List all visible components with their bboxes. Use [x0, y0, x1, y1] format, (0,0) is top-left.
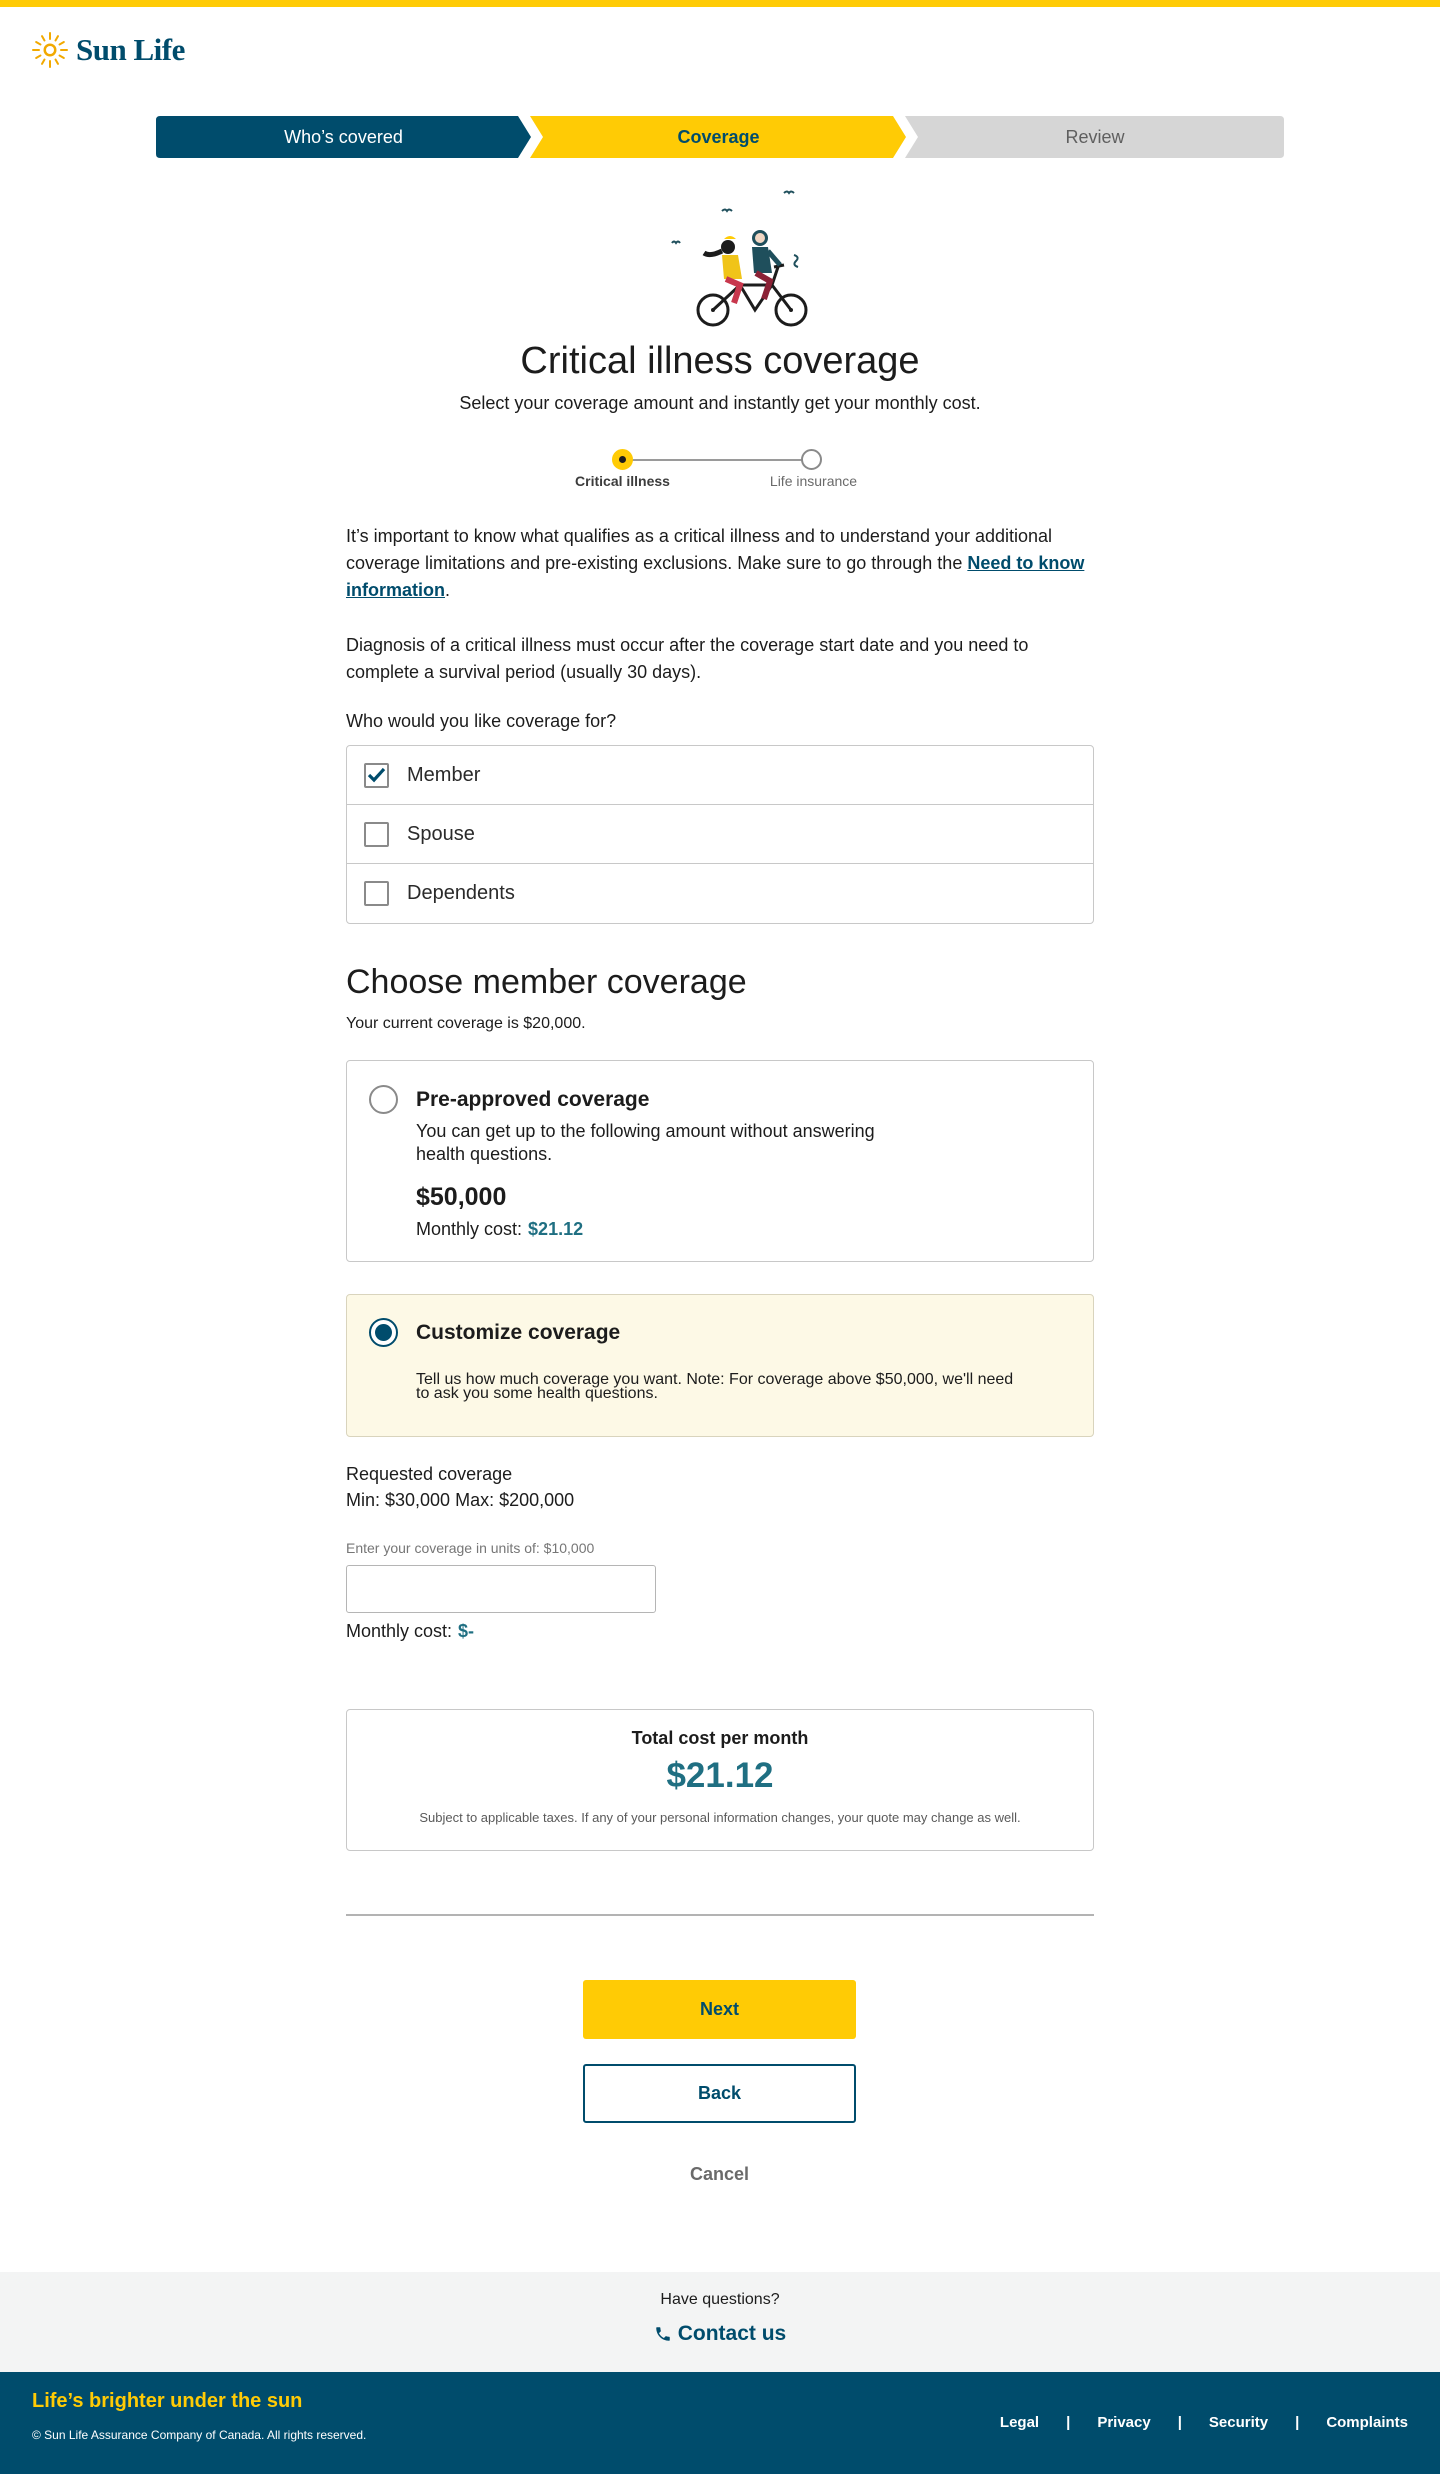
preapproved-amount: $50,000: [416, 1183, 507, 1211]
coverage-substepper: [560, 447, 880, 497]
footer-separator: |: [1177, 2414, 1182, 2431]
checkbox-member-label: Member: [407, 763, 481, 786]
contact-us-label[interactable]: Contact us: [677, 2322, 787, 2345]
checkbox-spouse[interactable]: [347, 805, 1093, 864]
intro-text: It’s important to know what qualifies as a critical illness and to understand your additional coverage limitations and pre-existing exclusions. Make sure to go through the: [346, 526, 1053, 573]
intro-paragraph-1: [346, 523, 1094, 604]
step-coverage: Coverage: [677, 127, 760, 147]
substepper-connector: [623, 459, 811, 461]
preapproved-coverage-option[interactable]: [346, 1060, 1094, 1262]
substep-critical-illness-label: Critical illness: [575, 473, 670, 489]
checkbox-dependents-label: Dependents: [407, 882, 515, 904]
back-button[interactable]: Back: [583, 2064, 856, 2123]
monthly-cost-label: Monthly cost:: [416, 1219, 523, 1239]
checkbox-spouse-box[interactable]: [364, 822, 389, 847]
brand-top-bar: [0, 0, 1440, 7]
customize-coverage-option[interactable]: [346, 1294, 1094, 1437]
substep-life-insurance-label: Life insurance: [769, 473, 858, 489]
requested-monthly-cost: [346, 1621, 474, 1642]
customize-radio[interactable]: [369, 1318, 398, 1347]
total-cost-title: Total cost per month: [631, 1728, 809, 1748]
total-cost-value: $21.12: [666, 1756, 774, 1795]
footer-tagline: Life’s brighter under the sun: [32, 2390, 303, 2412]
total-cost-note: Subject to applicable taxes. If any of your personal information changes, your quote may change as well.: [419, 1810, 1021, 1825]
footer-separator: |: [1295, 2414, 1300, 2431]
cancel-link[interactable]: Cancel: [689, 2164, 750, 2184]
checkbox-member-box[interactable]: [364, 763, 389, 788]
preapproved-radio[interactable]: [369, 1085, 398, 1114]
who-question: Who would you like coverage for?: [346, 711, 617, 731]
customize-title: Customize coverage: [416, 1321, 621, 1344]
phone-icon: [654, 2325, 672, 2343]
section-divider: [346, 1914, 1094, 1916]
checkmark-icon: [367, 767, 386, 783]
substep-life-insurance-marker: [801, 449, 822, 470]
checkbox-dependents[interactable]: [347, 864, 1093, 923]
preapproved-desc-line-1: You can get up to the following amount without answering: [416, 1121, 875, 1141]
requested-monthly-value: $-: [458, 1621, 475, 1641]
step-review: Review: [1065, 127, 1125, 147]
checkbox-spouse-label: Spouse: [407, 822, 475, 845]
total-cost-summary: [346, 1709, 1094, 1851]
intro-period: .: [445, 580, 451, 600]
footer-copyright: © Sun Life Assurance Company of Canada. All rights reserved.: [32, 2428, 367, 2442]
requested-monthly-label: Monthly cost:: [346, 1621, 453, 1641]
footer-links: [1000, 2414, 1408, 2431]
preapproved-desc-line-2: health questions.: [416, 1144, 553, 1164]
sun-life-logo[interactable]: [30, 30, 185, 70]
step-whos-covered[interactable]: Who’s covered: [284, 127, 403, 147]
site-footer: [0, 2372, 1440, 2474]
next-button[interactable]: Next: [583, 1980, 856, 2039]
footer-link-privacy[interactable]: Privacy: [1097, 2414, 1151, 2431]
substep-critical-illness-marker: [612, 449, 633, 470]
page-subtitle: Select your coverage amount and instantly get your monthly cost.: [459, 393, 981, 413]
customize-desc-line-1: Tell us how much coverage you want. Note: For coverage above $50,000, we'll need: [416, 1371, 1014, 1388]
logo-wordmark: Sun Life: [76, 32, 185, 67]
progress-steps: [156, 116, 1284, 158]
coverage-units-label: Enter your coverage in units of: $10,000: [346, 1540, 595, 1556]
current-coverage-text: Your current coverage is $20,000.: [346, 1015, 586, 1032]
coverage-for-checklist: [346, 745, 1094, 924]
preapproved-title: Pre-approved coverage: [416, 1088, 650, 1111]
intro-paragraph-2: Diagnosis of a critical illness must occur after the coverage start date and you need to complete a survival period (usually 30 days).: [346, 635, 1029, 682]
footer-link-complaints[interactable]: Complaints: [1326, 2414, 1408, 2431]
monthly-cost-value: $21.12: [528, 1219, 584, 1239]
tandem-bike-illustration: [660, 185, 820, 330]
help-section: [0, 2272, 1440, 2372]
checkbox-member[interactable]: [347, 746, 1093, 805]
preapproved-monthly-cost: [416, 1219, 583, 1240]
checkbox-dependents-box[interactable]: [364, 881, 389, 906]
footer-link-security[interactable]: Security: [1208, 2414, 1269, 2431]
requested-coverage-title: Requested coverage: [346, 1464, 513, 1484]
help-question: Have questions?: [660, 2291, 780, 2308]
contact-us-link[interactable]: [0, 2322, 1440, 2346]
need-to-know-link[interactable]: Need to know information: [346, 553, 1085, 600]
page-title: Critical illness coverage: [520, 340, 920, 382]
footer-link-legal[interactable]: Legal: [999, 2414, 1040, 2431]
coverage-amount-input[interactable]: [346, 1565, 656, 1613]
sun-logo-icon: [30, 30, 70, 70]
footer-separator: |: [1066, 2414, 1071, 2431]
member-coverage-title: Choose member coverage: [346, 963, 747, 1001]
requested-coverage-range: Min: $30,000 Max: $200,000: [346, 1490, 575, 1510]
customize-desc-line-2: to ask you some health questions.: [416, 1385, 658, 1402]
